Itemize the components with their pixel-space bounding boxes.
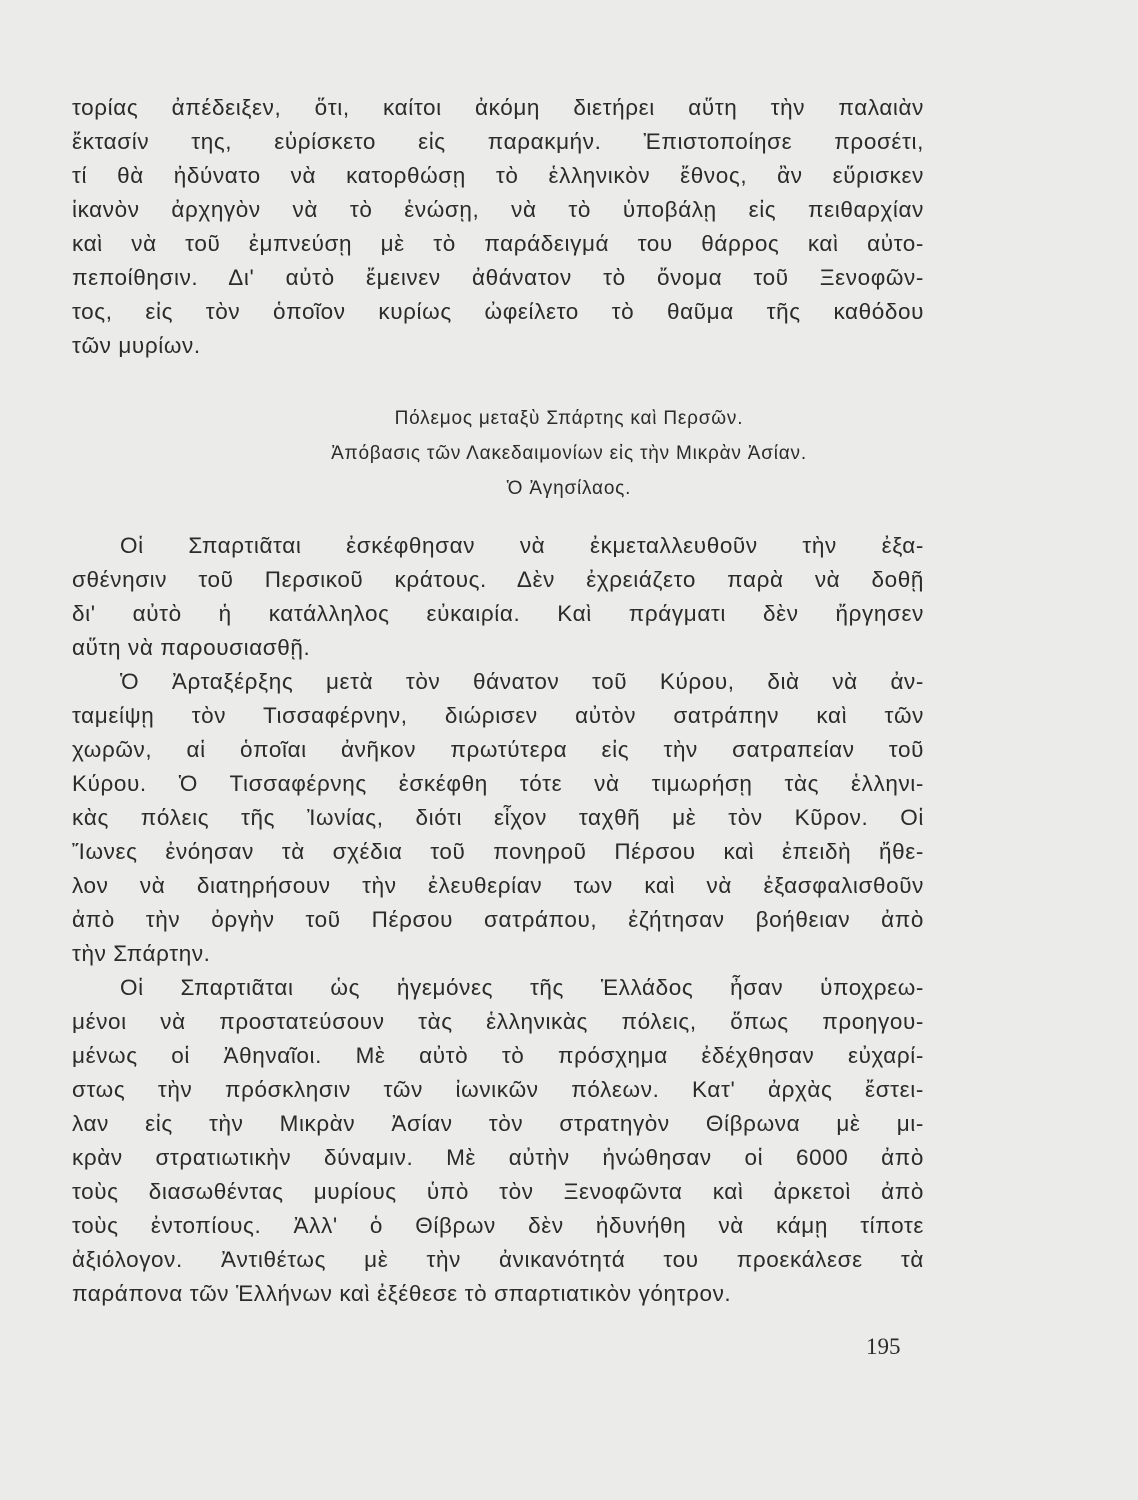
text-line: Κύρου. Ὁ Τισσαφέρνης ἐσκέφθη τότε νὰ τιμωρήσῃ τὰς ἑλληνι-	[72, 771, 924, 796]
text-line: δι' αὐτὸ ἡ κατάλληλος εὐκαιρία. Καὶ πράγματι δὲν ἤργησεν	[72, 601, 924, 626]
text-line: πεποίθησιν. Δι' αὐτὸ ἔμεινεν ἀθάνατον τὸ ὄνομα τοῦ Ξενοφῶν-	[72, 265, 924, 290]
text-line: ταμείψῃ τὸν Τισσαφέρνην, διώρισεν αὐτὸν σατράπην καὶ τῶν	[72, 703, 924, 728]
section-heading	[0, 401, 1138, 506]
text-line: καὶ νὰ τοῦ ἐμπνεύσῃ μὲ τὸ παράδειγμά του θάρρος καὶ αὐτο-	[72, 231, 924, 256]
heading-line: Ἀπόβασις τῶν Λακεδαιμονίων εἰς τὴν Μικρὰν Ἀσίαν.	[331, 443, 807, 464]
text-line: τοὺς ἐντοπίους. Ἀλλ' ὁ Θίβρων δὲν ἠδυνήθη νὰ κάμῃ τίποτε	[72, 1213, 924, 1238]
text-line: χωρῶν, αἱ ὁποῖαι ἀνῆκον πρωτύτερα εἰς τὴν σατραπείαν τοῦ	[72, 737, 924, 762]
text-line: αὕτη νὰ παρουσιασθῇ.	[72, 635, 311, 660]
text-line: κὰς πόλεις τῆς Ἰωνίας, διότι εἶχον ταχθῆ μὲ τὸν Κῦρον. Οἱ	[72, 805, 924, 830]
heading-line: Ὁ Ἀγησίλαος.	[506, 478, 632, 499]
text-line: ἀξιόλογον. Ἀντιθέτως μὲ τὴν ἀνικανότητά του προεκάλεσε τὰ	[72, 1247, 924, 1272]
page-number: 195	[866, 1334, 901, 1359]
text-line: Ἴωνες ἐνόησαν τὰ σχέδια τοῦ πονηροῦ Πέρσου καὶ ἐπειδὴ ἤθε-	[72, 839, 924, 864]
text-line: μένοι νὰ προστατεύσουν τὰς ἑλληνικὰς πόλεις, ὅπως προηγου-	[72, 1009, 924, 1034]
section-body	[72, 529, 924, 1311]
text-line: τος, εἰς τὸν ὁποῖον κυρίως ὠφείλετο τὸ θαῦμα τῆς καθόδου	[72, 299, 924, 324]
text-line: Οἱ Σπαρτιᾶται ὡς ἡγεμόνες τῆς Ἑλλάδος ἦσαν ὑποχρεω-	[120, 975, 924, 1000]
text-line: μένως οἱ Ἀθηναῖοι. Μὲ αὐτὸ τὸ πρόσχημα ἐδέχθησαν εὐχαρί-	[72, 1043, 924, 1068]
text-line: σθένησιν τοῦ Περσικοῦ κράτους. Δὲν ἐχρειάζετο παρὰ νὰ δοθῇ	[72, 567, 924, 592]
text-line: τοὺς διασωθέντας μυρίους ὑπὸ τὸν Ξενοφῶντα καὶ ἀρκετοὶ ἀπὸ	[72, 1179, 924, 1204]
heading-line: Πόλεμος μεταξὺ Σπάρτης καὶ Περσῶν.	[394, 408, 744, 429]
text-line: ἀπὸ τὴν ὀργὴν τοῦ Πέρσου σατράπου, ἐζήτησαν βοήθειαν ἀπὸ	[72, 907, 924, 932]
text-line: λον νὰ διατηρήσουν τὴν ἐλευθερίαν των καὶ νὰ ἐξασφαλισθοῦν	[72, 873, 924, 898]
text-line: στως τὴν πρόσκλησιν τῶν ἰωνικῶν πόλεων. Κατ' ἀρχὰς ἔστει-	[72, 1077, 924, 1102]
text-line: παράπονα τῶν Ἑλλήνων καὶ ἐξέθεσε τὸ σπαρτιατικὸν γόητρον.	[72, 1281, 732, 1306]
text-line: κρὰν στρατιωτικὴν δύναμιν. Μὲ αὐτὴν ἠνώθησαν οἱ 6000 ἀπὸ	[72, 1145, 924, 1170]
text-line: ἔκτασίν της, εὑρίσκετο εἰς παρακμήν. Ἐπιστοποίησε προσέτι,	[72, 129, 924, 154]
text-line: τί θὰ ἠδύνατο νὰ κατορθώσῃ τὸ ἑλληνικὸν ἔθνος, ἂν εὕρισκεν	[72, 163, 924, 188]
text-line: τορίας ἀπέδειξεν, ὅτι, καίτοι ἀκόμη διετήρει αὕτη τὴν παλαιὰν	[72, 95, 924, 120]
text-line: ἱκανὸν ἀρχηγὸν νὰ τὸ ἑνώσῃ, νὰ τὸ ὑποβάλῃ εἰς πειθαρχίαν	[72, 197, 924, 222]
text-line: λαν εἰς τὴν Μικρὰν Ἀσίαν τὸν στρατηγὸν Θίβρωνα μὲ μι-	[72, 1111, 924, 1136]
text-line: Οἱ Σπαρτιᾶται ἐσκέφθησαν νὰ ἐκμεταλλευθοῦν τὴν ἐξα-	[120, 533, 924, 558]
text-block-continued	[72, 91, 924, 363]
text-line: τῶν μυρίων.	[72, 333, 201, 358]
text-line: Ὁ Ἀρταξέρξης μετὰ τὸν θάνατον τοῦ Κύρου, διὰ νὰ ἀν-	[120, 669, 924, 694]
text-line: τὴν Σπάρτην.	[72, 941, 211, 966]
